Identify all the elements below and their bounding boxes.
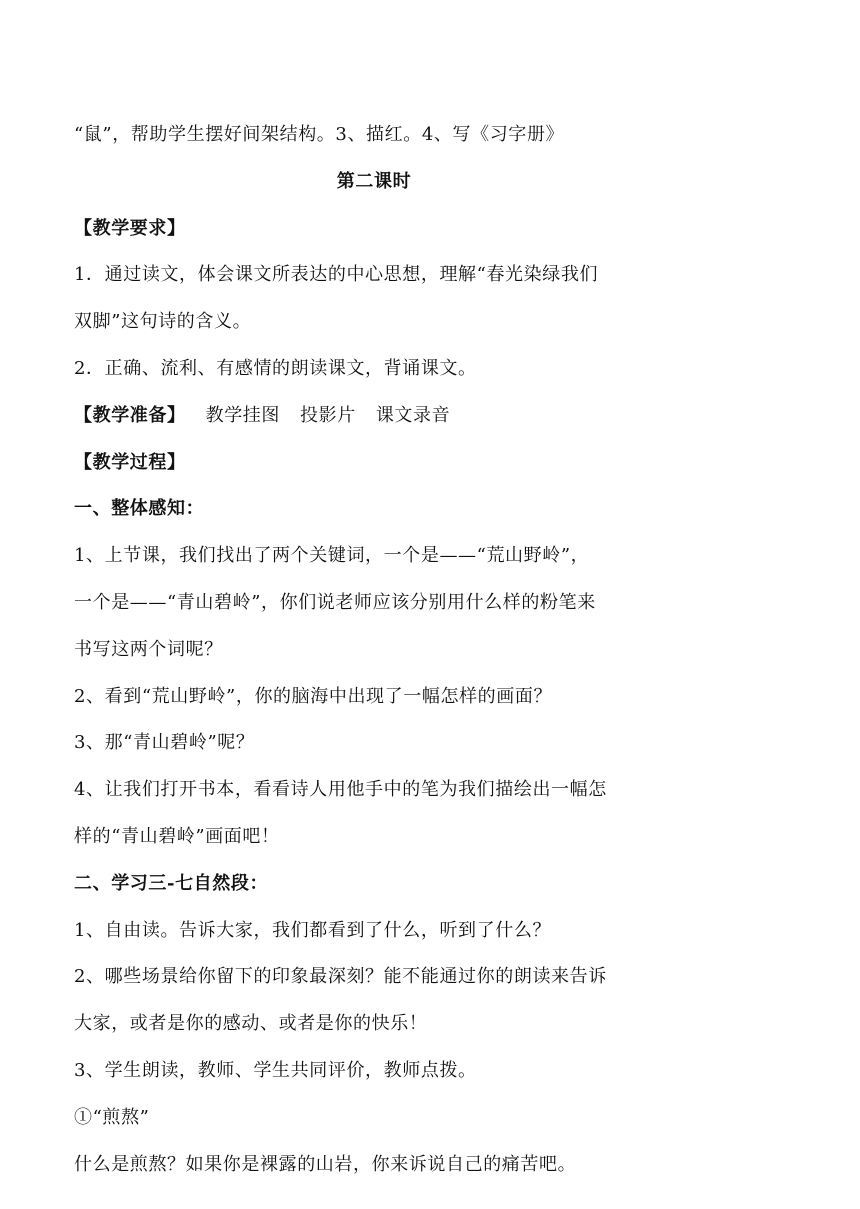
text-line: 2．正确、流利、有感情的朗读课文，背诵课文。 bbox=[74, 357, 477, 379]
subheading-study-paragraphs: 二、学习三-七自然段： bbox=[74, 872, 269, 894]
text-line: 双脚”这句诗的含义。 bbox=[74, 311, 252, 333]
section-title: 第二课时 bbox=[336, 170, 412, 192]
text-line: 1、自由读。告诉大家，我们都看到了什么，听到了什么？ bbox=[74, 919, 552, 941]
prep-item-slides: 投影片 bbox=[300, 404, 356, 426]
text-line: 什么是煎熬？如果你是裸露的山岩，你来诉说自己的痛苦吧。 bbox=[74, 1153, 577, 1175]
text-line: 一个是——“青山碧岭”，你们说老师应该分别用什么样的粉笔来 bbox=[74, 591, 596, 613]
text-line: 样的“青山碧岭”画面吧！ bbox=[74, 825, 280, 847]
text-line: 4、让我们打开书本，看看诗人用他手中的笔为我们描绘出一幅怎 bbox=[74, 779, 607, 801]
text-line: “鼠”，帮助学生摆好间架结构。3、描红。4、写《习字册》 bbox=[74, 124, 565, 145]
text-line: 2、哪些场景给你留下的印象最深刻？能不能通过你的朗读来告诉 bbox=[74, 966, 607, 988]
document-page bbox=[74, 112, 654, 1188]
text-line: 书写这两个词呢？ bbox=[74, 638, 223, 660]
text-line: 大家，或者是你的感动、或者是你的快乐！ bbox=[74, 1013, 428, 1035]
heading-teaching-process: 【教学过程】 bbox=[74, 451, 186, 473]
text-line: 2、看到“荒山野岭”，你的脑海中出现了一幅怎样的画面？ bbox=[74, 685, 553, 707]
text-line: 3、学生朗读，教师、学生共同评价，教师点拨。 bbox=[74, 1059, 477, 1081]
text-line: 3、那“青山碧岭”呢？ bbox=[74, 732, 255, 754]
subheading-overall-perception: 一、整体感知： bbox=[74, 498, 205, 520]
text-line: ①“煎熬” bbox=[74, 1106, 150, 1128]
prep-item-recording: 课文录音 bbox=[375, 404, 451, 426]
heading-teaching-preparation: 【教学准备】 bbox=[74, 404, 186, 426]
prep-item-wall-chart: 教学挂图 bbox=[205, 404, 281, 426]
teaching-preparation-row bbox=[74, 393, 654, 440]
text-line: 1、上节课，我们找出了两个关键词，一个是——“荒山野岭”， bbox=[74, 545, 590, 567]
text-line: 1．通过读文，体会课文所表达的中心思想，理解“春光染绿我们 bbox=[74, 264, 599, 286]
heading-teaching-requirements: 【教学要求】 bbox=[74, 217, 186, 239]
